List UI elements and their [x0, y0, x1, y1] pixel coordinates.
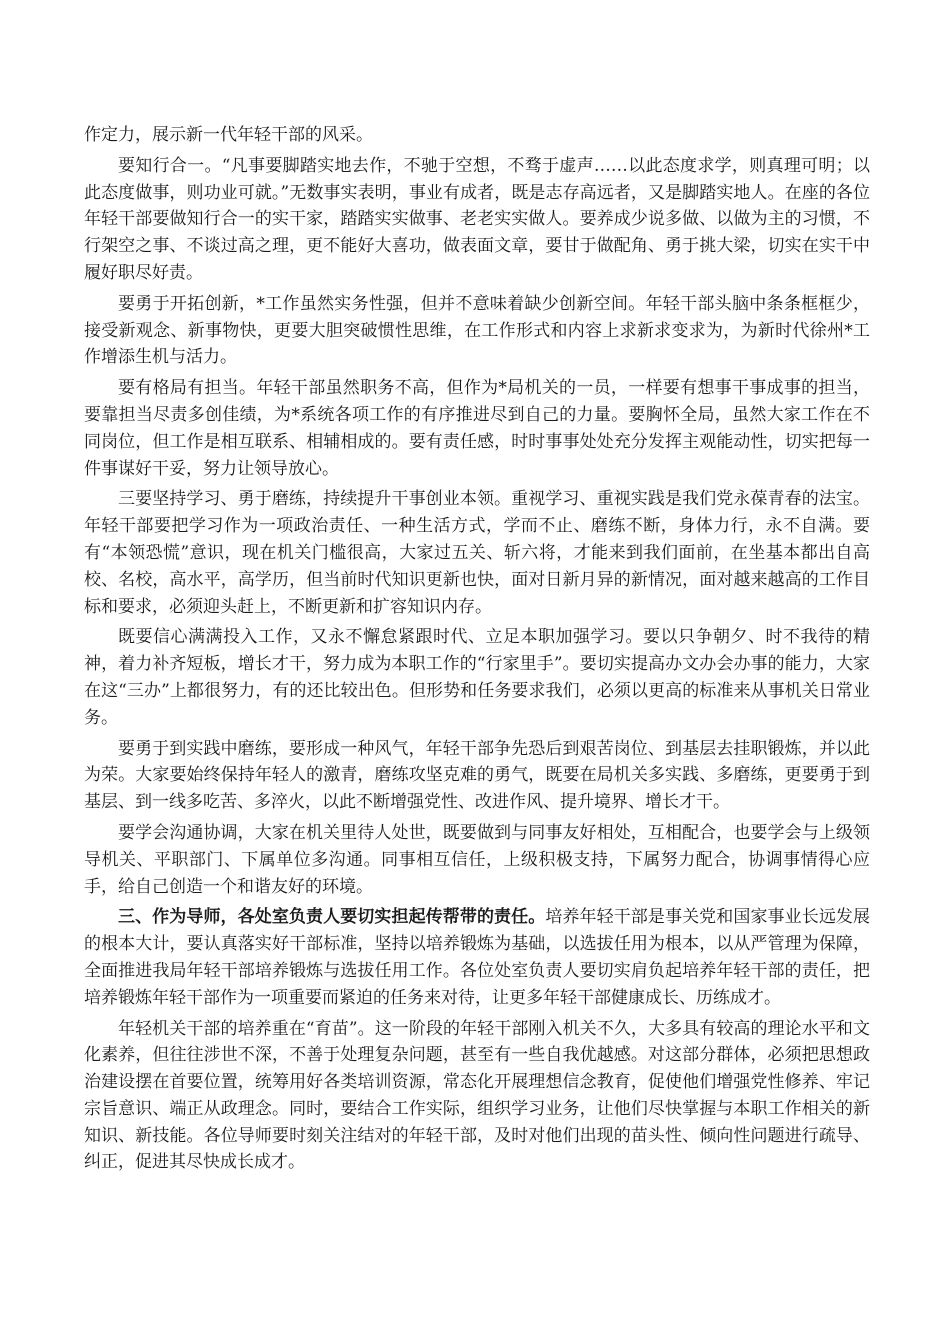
paragraph-practice: 要勇于到实践中磨练，要形成一种风气，年轻干部争先恐后到艰苦岗位、到基层去挂职锻炼，并以此为荣。大家要始终保持年轻人的激青，磨练攻坚克难的勇气，既要在局机关多实践、多磨练，更要勇于到基层、到一线多吃苦、多淬火，以此不断增强党性、改进作风、提升境界、增长才干。	[84, 738, 870, 813]
paragraph-learning: 三要坚持学习、勇于磨练，持续提升干事创业本领。重视学习、重视实践是我们党永葆青春的法宝。年轻干部要把学习作为一项政治责任、一种生活方式，学而不止、磨练不断，身体力行，永不自满。要有“本领恐慌”意识，现在机关门槛很高，大家过五关、斩六将，才能来到我们面前，在坐基本都出自高校、名校，高水平，高学历，但当前时代知识更新也快，面对日新月异的新情况，面对越来越高的工作目标和要求，必须迎头赶上，不断更新和扩容知识内存。	[84, 489, 870, 617]
document-body	[84, 122, 870, 1180]
paragraph-communication: 要学会沟通协调，大家在机关里待人处世，既要做到与同事友好相处，互相配合，也要学会与上级领导机关、平职部门、下属单位多沟通。同事相互信任，上级积极支持，下属努力配合，协调事情得心应手，给自己创造一个和谐友好的环境。	[84, 822, 870, 897]
paragraph-innovation: 要勇于开拓创新，*工作虽然实务性强，但并不意味着缺少创新空间。年轻干部头脑中条条框框少，接受新观念、新事物快，更要大胆突破惯性思维，在工作形式和内容上求新求变求为，为新时代徐州*工作增添生机与活力。	[84, 293, 870, 368]
paragraph-cultivation: 年轻机关干部的培养重在“育苗”。这一阶段的年轻干部刚入机关不久，大多具有较高的理论水平和文化素养，但往往涉世不深，不善于处理复杂问题，甚至有一些自我优越感。对这部分群体，必须把思想政治建设摆在首要位置，统筹用好各类培训资源，常态化开展理想信念教育，促使他们增强党性修养、牢记宗旨意识、端正从政理念。同时，要结合工作实际，组织学习业务，让他们尽快掌握与本职工作相关的新知识、新技能。各位导师要时刻关注结对的年轻干部，及时对他们出现的苗头性、倾向性问题进行疏导、纠正，促进其尽快成长成才。	[84, 1018, 870, 1173]
section-heading: 三、作为导师，各处室负责人要切实担起传帮带的责任。	[118, 907, 546, 928]
paragraph-confidence: 既要信心满满投入工作，又永不懈怠紧跟时代、立足本职加强学习。要以只争朝夕、时不我待的精神，着力补齐短板，增长才干，努力成为本职工作的“行家里手”。要切实提高办文办会办事的能力，大家在这“三办”上都很努力，有的还比较出色。但形势和任务要求我们，必须以更高的标准来从事机关日常业务。	[84, 627, 870, 728]
paragraph-responsibility: 要有格局有担当。年轻干部虽然职务不高，但作为*局机关的一员，一样要有想事干事成事的担当，要靠担当尽责多创佳绩，为*系统各项工作的有序推进尽到自己的力量。要胸怀全局，虽然大家工作在不同岗位，但工作是相互联系、相辅相成的。要有责任感，时时事事处处充分发挥主观能动性，切实把每一件事谋好干妥，努力让领导放心。	[84, 378, 870, 479]
paragraph-continuation: 作定力，展示新一代年轻干部的风采。	[84, 125, 373, 145]
paragraph-unity-of-knowledge-and-action: 要知行合一。“凡事要脚踏实地去作，不驰于空想，不骛于虚声……以此态度求学，则真理可明；以此态度做事，则功业可就。”无数事实表明，事业有成者，既是志存高远者，又是脚踏实地人。在座的各位年轻干部要做知行合一的实干家，踏踏实实做事、老老实实做人。要养成少说多做、以做为主的习惯，不行架空之事、不谈过高之理，更不能好大喜功，做表面文章，要甘于做配角、勇于挑大梁，切实在实干中履好职尽好责。	[84, 155, 870, 283]
section-heading-body: 培养年轻干部是事关党和国家事业长远发展的根本大计，要认真落实好干部标准，坚持以培养锻炼为基础，以选拔任用为根本，以从严管理为保障，全面推进我局年轻干部培养锻炼与选拔任用工作。各位处室负责人要切实肩负起培养年轻干部的责任，把培养锻炼年轻干部作为一项重要而紧迫的任务来对待，让更多年轻干部健康成长、历练成才。	[84, 907, 871, 1008]
paragraph-mentor-section	[84, 904, 870, 1011]
